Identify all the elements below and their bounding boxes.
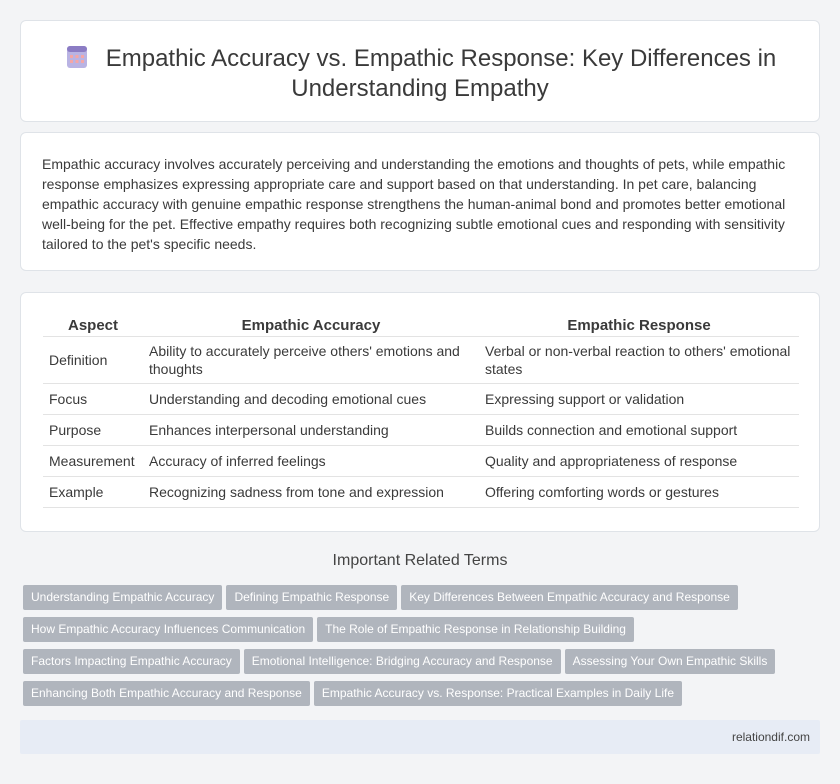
table-row <box>43 446 799 477</box>
table-cell: Recognizing sadness from tone and expression <box>143 477 479 508</box>
header-card <box>20 20 820 122</box>
related-term-tag[interactable]: Key Differences Between Empathic Accuracy and Response <box>401 585 738 610</box>
table-cell: Example <box>43 477 143 508</box>
site-domain[interactable]: relationdif.com <box>731 730 810 744</box>
comparison-table-card <box>20 292 820 532</box>
title-line-1: Empathic Accuracy vs. Empathic Response: Key Differences in <box>105 45 777 72</box>
table-cell: Quality and appropriateness of response <box>479 446 799 477</box>
related-term-tag[interactable]: Empathic Accuracy vs. Response: Practical Examples in Daily Life <box>314 681 682 706</box>
table-cell: Expressing support or validation <box>479 384 799 415</box>
related-term-tag[interactable]: Assessing Your Own Empathic Skills <box>565 649 776 674</box>
table-cell: Definition <box>43 337 143 384</box>
comparison-table <box>43 313 799 508</box>
document-grid-icon <box>64 44 90 70</box>
table-cell: Purpose <box>43 415 143 446</box>
intro-paragraph: Empathic accuracy involves accurately perceiving and understanding the emotions and thoughts of pets, while empathic response emphasizes expressing appropriate care and support based on that understanding. In pet care, balancing empathic accuracy with genuine empathic response strengthens the human-animal bond and promotes better emotional well-being for the pet. Effective empathy requires both recognizing subtle emotional cues and responding with sensitivity tailored to the pet's specific needs. <box>42 156 786 252</box>
table-cell: Ability to accurately perceive others' emotions and thoughts <box>143 337 479 384</box>
related-term-tag[interactable]: Enhancing Both Empathic Accuracy and Response <box>23 681 310 706</box>
related-term-tag[interactable]: Emotional Intelligence: Bridging Accuracy and Response <box>244 649 561 674</box>
related-term-tag[interactable]: How Empathic Accuracy Influences Communication <box>23 617 313 642</box>
tag-row <box>23 617 823 649</box>
related-terms-list <box>23 585 823 713</box>
table-row <box>43 384 799 415</box>
tag-row <box>23 681 823 713</box>
title-line-2: Understanding Empathy <box>291 75 549 102</box>
intro-card <box>20 132 820 271</box>
table-cell: Offering comforting words or gestures <box>479 477 799 508</box>
table-cell: Measurement <box>43 446 143 477</box>
page-title <box>21 44 819 104</box>
table-row <box>43 415 799 446</box>
related-term-tag[interactable]: Factors Impacting Empathic Accuracy <box>23 649 240 674</box>
header-aspect: Aspect <box>43 313 143 337</box>
table-header-row <box>43 313 799 337</box>
tag-row <box>23 585 823 617</box>
footer-bar <box>20 720 820 754</box>
table-cell: Enhances interpersonal understanding <box>143 415 479 446</box>
related-term-tag[interactable]: The Role of Empathic Response in Relationship Building <box>317 617 634 642</box>
table-cell: Accuracy of inferred feelings <box>143 446 479 477</box>
table-cell: Understanding and decoding emotional cues <box>143 384 479 415</box>
tag-row <box>23 649 823 681</box>
table-row <box>43 337 799 384</box>
related-term-tag[interactable]: Defining Empathic Response <box>226 585 397 610</box>
related-terms-heading: Important Related Terms <box>332 552 508 569</box>
header-empathic-response: Empathic Response <box>479 313 799 337</box>
table-cell: Builds connection and emotional support <box>479 415 799 446</box>
related-term-tag[interactable]: Understanding Empathic Accuracy <box>23 585 222 610</box>
table-row <box>43 477 799 508</box>
table-cell: Focus <box>43 384 143 415</box>
header-empathic-accuracy: Empathic Accuracy <box>143 313 479 337</box>
table-cell: Verbal or non-verbal reaction to others' emotional states <box>479 337 799 384</box>
